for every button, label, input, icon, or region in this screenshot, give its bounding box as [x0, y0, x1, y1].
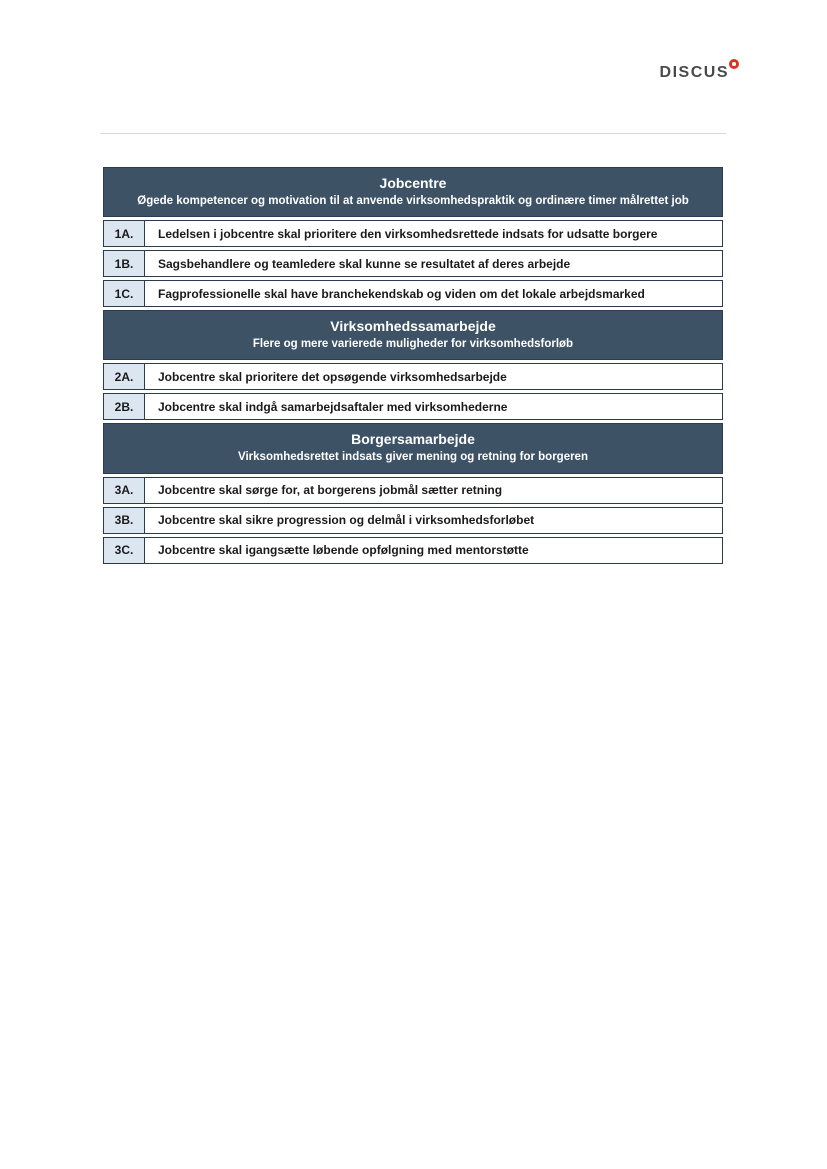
section-header-borgersamarbejde: [103, 423, 723, 473]
table-row: [103, 363, 723, 390]
logo-text: DISCUS: [659, 64, 729, 81]
section-header-virksomhedssamarbejde: [103, 310, 723, 360]
section-title: Borgersamarbejde: [351, 431, 475, 448]
table-row: [103, 393, 723, 420]
row-text: Jobcentre skal sikre progression og delmål i virksomhedsforløbet: [158, 513, 535, 528]
discus-logo: [660, 64, 729, 82]
section-title: Jobcentre: [379, 175, 447, 191]
table-row: [103, 537, 723, 564]
priorities-table: [103, 167, 723, 564]
row-label: 1A.: [104, 221, 145, 246]
row-label: 2A.: [104, 364, 145, 389]
row-text: Jobcentre skal prioritere det opsøgende virksomhedsarbejde: [158, 369, 507, 384]
row-label: 2B.: [104, 394, 145, 419]
section-title: Virksomhedssamarbejde: [330, 318, 496, 335]
table-row: [103, 507, 723, 534]
row-label: 3C.: [104, 538, 145, 563]
table-row: [103, 220, 723, 247]
row-text: Jobcentre skal sørge for, at borgerens jobmål sætter retning: [158, 483, 503, 498]
table-row: [103, 280, 723, 307]
row-text: Sagsbehandlere og teamledere skal kunne se resultatet af deres arbejde: [158, 256, 571, 271]
row-text: Ledelsen i jobcentre skal prioritere den virksomhedsrettede indsats for udsatte borgere: [158, 226, 658, 241]
row-text: Jobcentre skal indgå samarbejdsaftaler med virksomhederne: [158, 399, 508, 414]
table-row: [103, 477, 723, 504]
section-subtitle: Flere og mere varierede muligheder for virksomhedsforløb: [252, 337, 574, 350]
row-text: Fagprofessionelle skal have branchekendskab og viden om det lokale arbejdsmarked: [158, 286, 645, 301]
row-label: 3A.: [104, 478, 145, 503]
logo-dot-icon: [729, 59, 739, 69]
row-label: 3B.: [104, 508, 145, 533]
row-label: 1B.: [104, 251, 145, 276]
row-text: Jobcentre skal igangsætte løbende opfølgning med mentorstøtte: [158, 543, 529, 558]
section-subtitle: Øgede kompetencer og motivation til at anvende virksomhedspraktik og ordinære timer målrettet job: [137, 194, 689, 207]
section-subtitle: Virksomhedsrettet indsats giver mening og retning for borgeren: [238, 451, 588, 464]
table-row: [103, 250, 723, 277]
header-divider: [100, 133, 726, 134]
row-label: 1C.: [104, 281, 145, 306]
section-header-jobcentre: [103, 167, 723, 217]
